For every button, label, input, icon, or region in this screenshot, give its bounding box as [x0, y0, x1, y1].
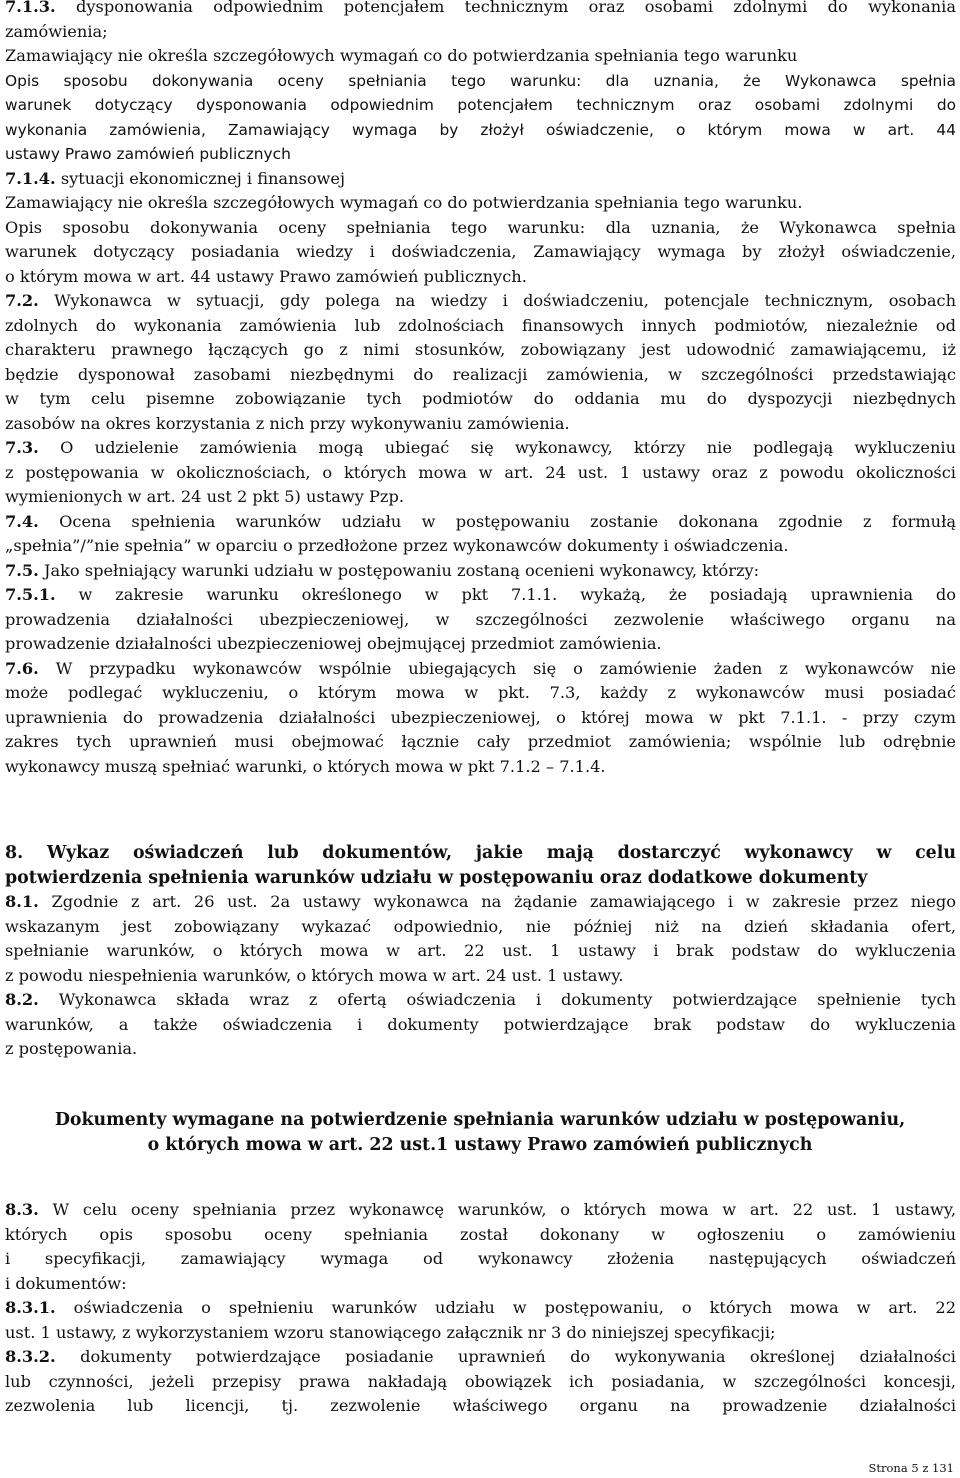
line-text: będzie dysponował zasobami niezbędnymi do realizacji zamówienia, w szczególności przedstawiając	[5, 364, 956, 384]
text-line	[5, 632, 956, 656]
text-line	[5, 436, 956, 460]
section-number: 7.5.1.	[5, 585, 56, 604]
text-line	[5, 841, 956, 865]
text-line	[5, 387, 956, 411]
text-line	[5, 534, 956, 558]
line-text: prowadzenie działalności ubezpieczeniowej obejmującej przedmiot zamówienia.	[5, 634, 662, 653]
text-line	[5, 866, 956, 890]
line-text: Ocena spełnienia warunków udziału w postępowaniu zostanie dokonana zgodnie z formułą	[38, 511, 956, 531]
line-text: Wykaz oświadczeń lub dokumentów, jakie mają dostarczyć wykonawcy w celu	[23, 843, 956, 863]
line-text: zamówienia;	[5, 21, 108, 41]
text-line	[5, 988, 956, 1012]
line-text: zezwolenia lub licencji, tj. zezwolenie właściwego organu na prowadzenie działalności	[5, 1396, 956, 1415]
text-line	[5, 265, 956, 289]
text-line	[5, 1272, 956, 1296]
text-line	[5, 289, 956, 313]
text-line	[5, 608, 956, 632]
section-number: 7.1.4.	[5, 168, 56, 188]
line-text: uprawnienia do prowadzenia działalności ubezpieczeniowej, o której mowa w pkt 7.1.1. - przy czym	[5, 707, 956, 727]
section-number: 8.2.	[5, 990, 39, 1009]
line-text: Zamawiający nie określa szczegółowych wymagań co do potwierdzania spełniania tego warunku.	[5, 193, 803, 212]
text-line	[5, 657, 956, 681]
text-line	[5, 559, 956, 583]
line-text: może podlegać wykluczeniu, o którym mowa w pkt. 7.3, każdy z wykonawców musi posiadać	[5, 683, 956, 702]
line-text: zasobów na okres korzystania z nich przy wykonywaniu zamówienia.	[5, 413, 570, 433]
text-line	[5, 510, 956, 534]
text-line	[5, 1247, 956, 1271]
line-text: o którym mowa w art. 44 ustawy Prawo zamówień publicznych.	[5, 266, 527, 286]
line-text: lub czynności, jeżeli przepisy prawa nakładają obowiązek ich posiadania, w szczególności koncesji,	[5, 1371, 956, 1391]
text-line	[5, 44, 956, 68]
line-text: ust. 1 ustawy, z wykorzystaniem wzoru stanowiącego załącznik nr 3 do niniejszej specyfikacji;	[5, 1322, 776, 1342]
line-text: w zakresie warunku określonego w pkt 7.1.1. wykażą, że posiadają uprawnienia do	[55, 585, 956, 604]
section-number: 7.3.	[5, 438, 39, 457]
center-heading-line-1: Dokumenty wymagane na potwierdzenie spełniania warunków udziału w postępowaniu,	[54, 1110, 906, 1130]
text-line	[5, 681, 956, 705]
section-number: 7.2.	[5, 291, 39, 310]
text-line	[5, 314, 956, 338]
section-number: 7.1.3.	[5, 0, 56, 16]
section-number: 8.	[5, 843, 24, 863]
line-text: których opis sposobu oceny spełniania został dokonany w ogłoszeniu o zamówieniu	[5, 1224, 956, 1244]
page-number: Strona 5 z 131	[868, 1461, 954, 1475]
text-line	[5, 1013, 956, 1037]
line-text: W przypadku wykonawców wspólnie ubiegających się o zamówienie żaden z wykonawców nie	[38, 658, 956, 678]
line-text: wykonawcy muszą spełniać warunki, o których mowa w pkt 7.1.2 – 7.1.4.	[5, 756, 606, 776]
text-line	[5, 755, 956, 779]
text-line	[5, 583, 956, 607]
section-number: 7.5.	[5, 560, 39, 580]
line-text: warunków, a także oświadczenia i dokumenty potwierdzające brak podstaw do wykluczenia	[5, 1014, 956, 1034]
text-line	[5, 1296, 956, 1320]
text-line	[5, 69, 956, 93]
section-number: 8.3.1.	[5, 1298, 56, 1317]
line-text: Opis sposobu dokonywania oceny spełniania tego warunku: dla uznania, że Wykonawca spełnia	[5, 71, 956, 90]
line-text: dokumenty potwierdzające posiadanie uprawnień do wykonywania określonej działalności	[55, 1347, 956, 1366]
line-text: prowadzenia działalności ubezpieczeniowej, w szczególności zezwolenie właściwego organu na	[5, 609, 956, 629]
text-line	[5, 1321, 956, 1345]
line-text: warunek dotyczący dysponowania odpowiednim potencjałem technicznym oraz osobami zdolnymi do	[5, 96, 956, 114]
text-line	[5, 167, 956, 191]
line-text: Jako spełniający warunki udziału w postępowaniu zostaną ocenieni wykonawcy, którzy:	[38, 560, 760, 580]
line-text: wymienionych w art. 24 ust 2 pkt 5) ustawy Pzp.	[5, 487, 404, 506]
text-line	[5, 1037, 956, 1061]
section-number: 8.3.	[5, 1200, 39, 1219]
line-text: i specyfikacji, zamawiający wymaga od wykonawcy złożenia następujących oświadczeń	[5, 1249, 956, 1268]
center-heading-line-2: o których mowa w art. 22 ust.1 ustawy Prawo zamówień publicznych	[147, 1135, 813, 1155]
text-line	[5, 1345, 956, 1369]
line-text: z postępowania w okolicznościach, o których mowa w art. 24 ust. 1 ustawy oraz z powodu okoliczności	[5, 462, 956, 482]
section-number: 7.4.	[5, 511, 39, 531]
text-line	[5, 93, 956, 117]
line-text: wykonania zamówienia, Zamawiający wymaga by złożył oświadczenie, o którym mowa w art. 44	[5, 120, 956, 139]
text-line	[5, 0, 956, 19]
text-line	[5, 1198, 956, 1222]
line-text: Opis sposobu dokonywania oceny spełniania tego warunku: dla uznania, że Wykonawca spełnia	[5, 217, 956, 237]
line-text: ustawy Prawo zamówień publicznych	[5, 145, 291, 163]
line-text: z postępowania.	[5, 1039, 138, 1058]
text-line	[5, 216, 956, 240]
line-text: charakteru prawnego łączących go z nimi stosunków, zobowiązany jest udowodnić zamawiającemu, iż	[5, 340, 956, 359]
text-line	[5, 363, 956, 387]
text-line	[5, 939, 956, 963]
line-text: Wykonawca składa wraz z ofertą oświadczenia i dokumenty potwierdzające spełnienie tych	[38, 990, 956, 1009]
text-line	[5, 142, 956, 166]
line-text: potwierdzenia spełnienia warunków udziału w postępowaniu oraz dodatkowe dokumenty	[5, 867, 868, 888]
text-line	[5, 412, 956, 436]
line-text: oświadczenia o spełnieniu warunków udziału w postępowaniu, o których mowa w art. 22	[55, 1298, 956, 1317]
line-text: warunek dotyczący posiadania wiedzy i doświadczenia, Zamawiający wymaga by złożył oświadczenie,	[5, 242, 956, 261]
text-line	[5, 191, 956, 215]
line-text: spełnianie warunków, o których mowa w art. 22 ust. 1 ustawy i brak podstaw do wykluczenia	[5, 941, 956, 960]
line-text: „spełnia”/”nie spełnia” w oparciu o przedłożone przez wykonawców dokumenty i oświadczenia.	[5, 536, 789, 555]
line-text: Zamawiający nie określa szczegółowych wymagań co do potwierdzania spełniania tego warunku	[5, 46, 798, 65]
line-text: Wykonawca w sytuacji, gdy polega na wiedzy i doświadczeniu, potencjale technicznym, osobach	[38, 291, 956, 310]
text-line	[5, 915, 956, 939]
line-text: Zgodnie z art. 26 ust. 2a ustawy wykonawca na żądanie zamawiającego i w zakresie przez niego	[38, 892, 956, 911]
text-line	[5, 1394, 956, 1418]
line-text: z powodu niespełnienia warunków, o których mowa w art. 24 ust. 1 ustawy.	[5, 965, 624, 985]
text-line	[5, 706, 956, 730]
line-text: wskazanym jest zobowiązany wykazać odpowiednio, nie później niż na dzień składania ofert,	[5, 916, 956, 936]
text-line	[5, 20, 956, 44]
text-line	[5, 890, 956, 914]
line-text: O udzielenie zamówienia mogą ubiegać się wykonawcy, którzy nie podlegają wykluczeniu	[38, 438, 956, 457]
line-text: sytuacji ekonomicznej i finansowej	[55, 168, 346, 188]
line-text: w tym celu pisemne zobowiązanie tych podmiotów do oddania mu do dyspozycji niezbędnych	[5, 389, 956, 408]
line-text: zdolnych do wykonania zamówienia lub zdolnościach finansowych innych podmiotów, niezależnie od	[5, 315, 956, 335]
line-text: zakres tych uprawnień musi obejmować łącznie cały przedmiot zamówienia; wspólnie lub odrębnie	[5, 732, 956, 751]
section-number: 8.3.2.	[5, 1347, 56, 1366]
text-line	[5, 964, 956, 988]
text-line	[5, 485, 956, 509]
text-line	[5, 240, 956, 264]
text-line	[5, 338, 956, 362]
text-line	[5, 730, 956, 754]
line-text: W celu oceny spełniania przez wykonawcę warunków, o których mowa w art. 22 ust. 1 ustawy,	[38, 1200, 956, 1219]
line-text: dysponowania odpowiednim potencjałem technicznym oraz osobami zdolnymi do wykonania	[55, 0, 956, 16]
text-line	[5, 461, 956, 485]
text-line	[5, 118, 956, 142]
line-text: i dokumentów:	[5, 1273, 127, 1293]
text-line	[5, 1370, 956, 1394]
section-number: 8.1.	[5, 892, 39, 911]
section-number: 7.6.	[5, 658, 39, 678]
text-line	[5, 1223, 956, 1247]
